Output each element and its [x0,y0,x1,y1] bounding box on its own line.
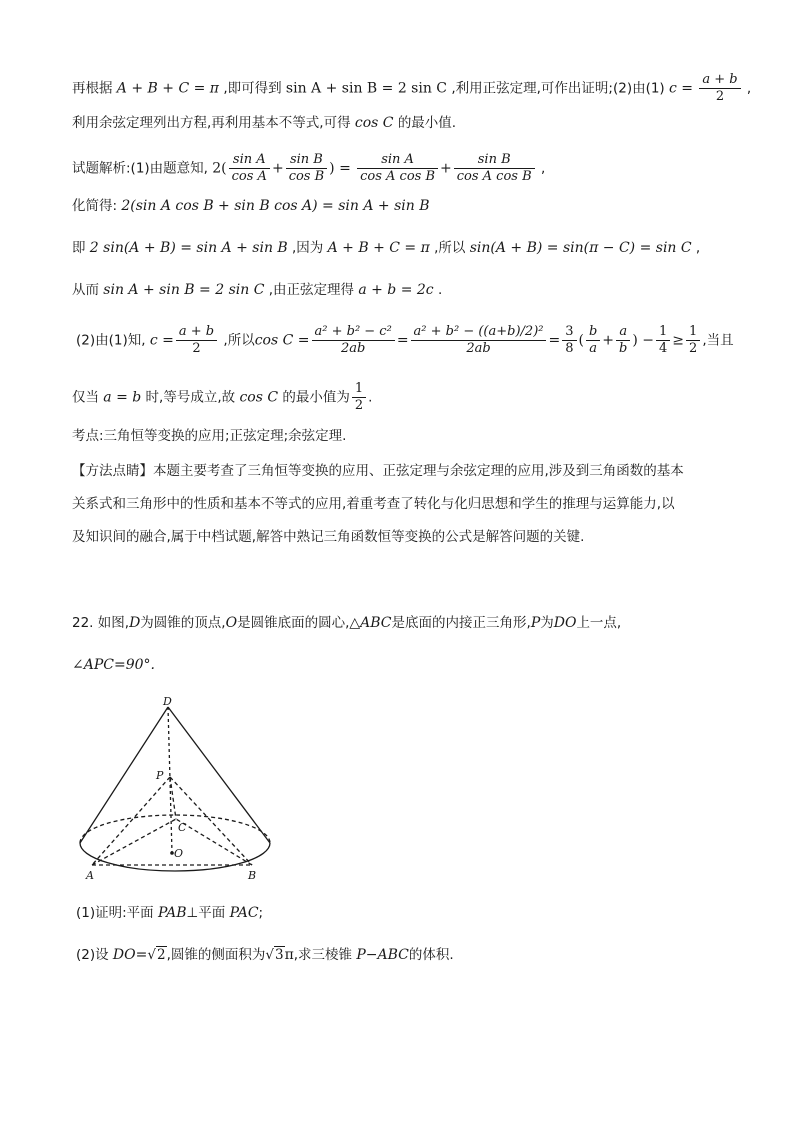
math-expression: cos C = [254,332,310,349]
question-22-part-1 [76,902,733,924]
math-operator: ) − [632,332,655,349]
math-operator: = [396,332,409,349]
edge-bc [176,819,252,865]
sqrt-expression: √2 [147,947,166,963]
text: , [746,80,752,97]
fraction: $\frac{\text{sin A}}{\text{cos A cos B}}$ [357,152,438,185]
text: 为圆锥的顶点, [140,615,226,631]
text: 即 [72,240,86,256]
label-d: D [163,695,172,708]
math-expression: A + B + C = π [327,240,430,256]
text: 利用余弦定理列出方程,再利用基本不等式,可得 [72,115,351,131]
fraction: $\frac{\text{a² + b² − ((a+b)/2)²}}{2ab}$ [411,324,547,357]
method-note-line: 及知识间的融合,属于中档试题,解答中熟记三角函数恒等变换的公式是解答问题的关键. [72,529,585,545]
question-22-part-2 [76,944,733,966]
math-expression: cos C [354,115,394,131]
math-expression: ∠APC=90°. [72,657,155,673]
text: 的最小值为 [282,389,350,406]
text: 上一点, [576,615,622,631]
text: 的体积. [408,947,454,963]
text: 是底面的内接正三角形, [391,615,531,631]
method-note-line: 【方法点睛】本题主要考查了三角恒等变换的应用、正弦定理与余弦定理的应用,涉及到三角函数的基本 [72,463,684,479]
edge-pa [92,777,170,865]
fraction: $\frac{a + b}{2}$ [699,72,740,105]
text: 22. 如图, [72,615,130,631]
math-expression: ) = [329,160,351,177]
fraction: $\frac{\text{sin B}}{\text{cos A cos B}}$ [454,152,535,185]
math-symbol: DO [553,615,577,631]
solution-line-1 [72,72,752,105]
text: , [540,160,546,177]
text: (2)设 [76,947,109,963]
text: 仅当 [72,389,99,406]
text: ,利用正弦定理,可作出证明;(2)由(1) [451,80,665,97]
text: , [695,240,701,256]
method-note-line: 关系式和三角形中的性质和基本不等式的应用,着重考查了转化与化归思想和学生的推理与运算能力,以 [72,496,675,512]
text: ,所以 [434,240,466,256]
solution-line-3 [72,152,733,185]
fraction: $\frac{1}{4}$ [656,324,670,357]
label-p: P [156,769,164,782]
solution-line-2 [72,113,733,133]
math-expression: c = [149,332,174,349]
math-operator: + [602,332,615,349]
text: 的最小值. [397,115,457,131]
question-22-line-2 [72,654,733,676]
sqrt-expression: √3 [265,947,284,963]
text: (1)证明:平面 [76,905,154,921]
math-expression: c = [669,80,694,97]
solution-line-5 [72,238,733,258]
question-22-line-1 [72,612,733,634]
label-o: O [174,847,184,860]
fraction: $\frac{1}{2}$ [686,324,700,357]
solution-line-7 [76,324,733,357]
math-symbol: △ABC [349,615,392,631]
label-c: C [178,821,187,834]
edge-ac [92,819,176,865]
math-expression: 2( [212,160,227,177]
fraction: $\frac{\text{sin B}}{\text{cos B}}$ [286,152,327,185]
fraction: $\frac{3}{8}$ [562,324,576,357]
text: 从而 [72,282,99,298]
cone-figure [70,695,280,887]
math-symbol: P [530,615,541,631]
math-symbol: PAB [157,905,187,921]
text: 试题解析:(1)由题意知, [72,160,208,177]
text: ,当且 [702,332,734,349]
solution-line-8 [72,381,733,414]
text: ,由正弦定理得 [268,282,355,298]
math-operator: ( [578,332,584,349]
solution-line-6 [72,280,733,300]
text: 再根据 [72,80,113,97]
math-expression: a + b = 2c [358,282,434,298]
math-expression: 2 sin(A + B) = sin A + sin B [89,240,288,256]
text: 是圆锥底面的圆心, [237,615,350,631]
math-expression: sin A + sin B = 2 sin C [103,282,265,298]
text: ,因为 [292,240,324,256]
math-symbol: O [225,615,238,631]
text: . [437,282,443,298]
math-expression: sin(A + B) = sin(π − C) = sin C [469,240,692,256]
kaodian-line: 考点:三角恒等变换的应用;正弦定理;余弦定理. [72,428,347,444]
math-expression: a = b [103,389,142,406]
method-note [72,455,722,554]
text: ,求三棱锥 [293,947,353,963]
label-a: A [86,869,94,882]
text: ,圆锥的侧面积为 [166,947,266,963]
math-operator: + [440,160,452,177]
text: ,即可得到 [223,80,282,97]
text: 为 [540,615,554,631]
math-expression: 2(sin A cos B + sin B cos A) = sin A + sin B [121,198,430,214]
label-b: B [248,869,257,882]
math-symbol: D [129,615,141,631]
fraction: $\frac{1}{2}$ [352,381,366,414]
fraction: $\frac{\text{a² + b² − c²}}{2ab}$ [312,324,395,357]
math-symbol: π [284,947,294,963]
math-operator: = [548,332,561,349]
text: 化简得: [72,198,118,214]
math-operator: + [271,160,284,177]
text: ,所以 [223,332,255,349]
text: . [368,389,373,406]
text: ; [258,905,264,921]
text: ⊥平面 [186,905,226,921]
math-expression: sin A + sin B = 2 sin C [285,80,448,97]
text: 时,等号成立,故 [145,389,236,406]
math-symbol: DO= [112,947,148,963]
fraction: $\frac{\text{sin A}}{\text{cos A}}$ [229,152,270,185]
math-expression: cos C [239,389,279,406]
fraction: $\frac{b}{a}$ [586,324,600,357]
slant-edge-left [80,707,168,843]
fraction: $\frac{a + b}{2}$ [176,324,217,357]
math-expression: A + B + C = π [116,80,220,97]
math-symbol: P−ABC [356,947,409,963]
math-symbol: PAC [229,905,259,921]
text: (2)由(1)知, [76,332,146,349]
fraction: $\frac{a}{b}$ [616,324,630,357]
math-operator: ≥ [672,332,685,349]
solution-line-4 [72,196,733,216]
